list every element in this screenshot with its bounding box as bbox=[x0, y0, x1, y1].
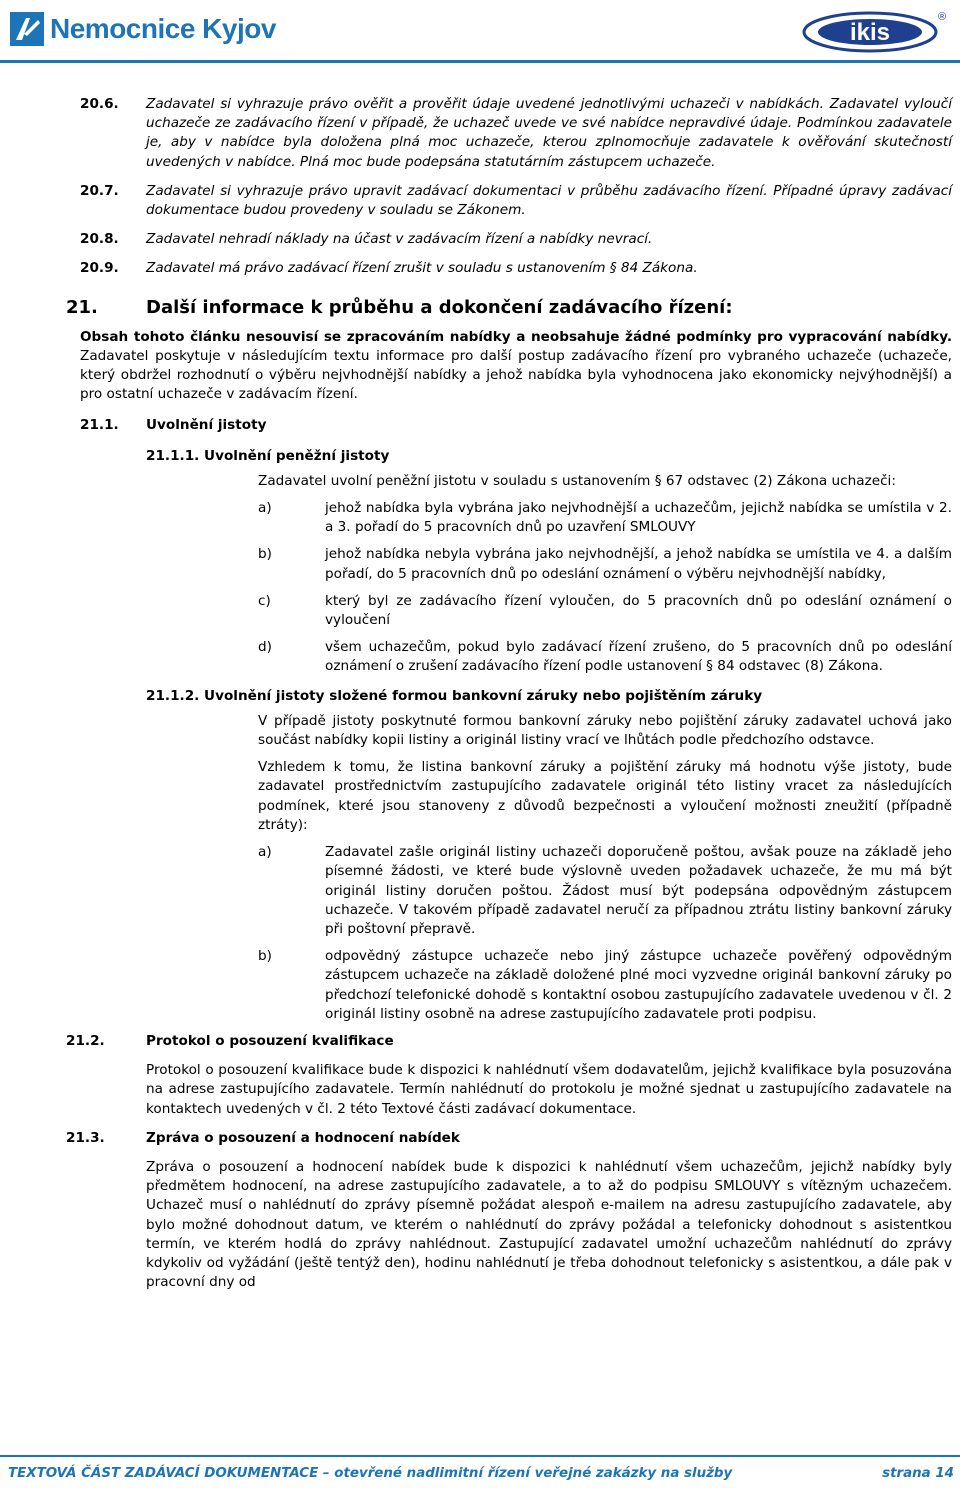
paragraph: Vzhledem k tomu, že listina bankovní záruky a pojištění záruky má hodnotu výše jistoty, bude zadavatel prostřednictvím zastupujícího zadavatele originál této listiny vracet za následujících podmínek, které jsou stanoveny z důvodů bezpečnosti a vyloučení možnosti zneužití (případně ztráty): bbox=[258, 759, 952, 833]
list-marker: a) bbox=[258, 844, 272, 861]
section-number: 21. bbox=[66, 296, 98, 318]
section-21-1-2-heading: 21.1.2. Uvolnění jistoty složené formou bankovní záruky nebo pojištěním záruky bbox=[146, 687, 763, 704]
list-marker: d) bbox=[258, 639, 272, 656]
logo-text: Nemocnice Kyjov bbox=[50, 13, 276, 44]
list-text: všem uchazečům, pokud bylo zadávací řízení zrušeno, do 5 pracovních dnů po odeslání oznámení o zrušení zadávacího řízení podle ustanovení § 84 odstavec (8) Zákona. bbox=[325, 639, 952, 675]
section-21-heading bbox=[66, 296, 938, 320]
list-marker: b) bbox=[258, 546, 272, 563]
section-21-2-heading bbox=[66, 1032, 938, 1051]
ikis-logo-icon bbox=[800, 6, 950, 54]
section-number: 20.8. bbox=[80, 231, 119, 248]
list-item bbox=[258, 592, 952, 630]
list-item bbox=[258, 843, 952, 939]
paragraph: V případě jistoty poskytnuté formou bankovní záruky nebo pojištění záruky zadavatel uchová jako součást nabídky kopii listiny a originál listiny vrací ve lhůtách podle předchozího odstavce. bbox=[258, 712, 952, 749]
list-item bbox=[258, 638, 952, 676]
list-text: jehož nabídka nebyla vybrána jako nejvhodnější, a jehož nabídka se umístila ve 4. a dalším pořadí, do 5 pracovních dnů po odeslání oznámení o výběru nejvhodnější nabídky, bbox=[325, 546, 952, 582]
ikis-logo bbox=[800, 6, 950, 60]
list-item bbox=[258, 499, 952, 537]
footer-document-title bbox=[8, 1464, 732, 1483]
page-header bbox=[0, 0, 960, 60]
section-title: Zpráva o posouzení a hodnocení nabídek bbox=[146, 1129, 460, 1146]
section-text: Zadavatel si vyhrazuje právo ověřit a prověřit údaje uvedené jednotlivými uchazeči v nabídkách. Zadavatel vyloučí uchazeče ze zadávacího řízení v případě, že uchazeč uvede ve své nabídce nepravdivé údaje. Podmínkou zadavatele je, aby v nabídce byla doložena plná moc uchazeče, kterou zplnomocňuje zadavatele k ověřování skutečností uvedených v nabídce. Plná moc bude podepsána statutárním zástupcem uchazeče. bbox=[146, 96, 952, 170]
intro-bold: Obsah tohoto článku nesouvisí se zpracováním nabídky a neobsahuje žádné podmínky pro vypracování nabídky. bbox=[80, 328, 952, 345]
list-text: který byl ze zadávacího řízení vyloučen, do 5 pracovních dnů po odeslání oznámení o vyloučení bbox=[325, 592, 952, 629]
hospital-logo-icon bbox=[10, 12, 44, 46]
section-number: 20.9. bbox=[80, 260, 119, 277]
section-21-1-1-heading: 21.1.1. Uvolnění peněžní jistoty bbox=[146, 447, 390, 464]
footer-title-b: otevřené nadlimitní řízení veřejné zakázky na služby bbox=[334, 1466, 733, 1481]
section-text: Zadavatel nehradí náklady na účast v zadávacím řízení a nabídky nevrací. bbox=[146, 231, 653, 248]
section-text: Zadavatel si vyhrazuje právo upravit zadávací dokumentaci v průběhu zadávacího řízení. Případné úpravy zadávací dokumentace budou provedeny v souladu se Zákonem. bbox=[146, 182, 952, 219]
section-20-6 bbox=[80, 95, 952, 172]
list-text: Zadavatel zašle originál listiny uchazeči doporučeně poštou, avšak pouze na základě jeho písemné žádosti, ve které bude výslovně uveden požadavek uchazeče, že mu má být originál listiny doručen poštou. Žádost musí být podepsána odpovědným zástupcem uchazeče. V takovém případě zadavatel neručí za případnou ztrátu listiny bankovní záruky při poštovní přepravě. bbox=[325, 844, 952, 937]
intro-text: Zadavatel poskytuje v následujícím textu informace pro další postup zadávacího řízení pro vybraného uchazeče (uchazeče, který obdržel rozhodnutí o výběru nejvhodnější nabídky a jehož nabídka byla vyhodnocena jako ekonomicky nejvýhodnější) a pro ostatní uchazeče v zadávacím řízení. bbox=[80, 347, 952, 403]
section-21-3-heading bbox=[66, 1129, 938, 1148]
list-item bbox=[258, 545, 952, 583]
section-21-intro bbox=[80, 328, 952, 405]
ikis-logo-text: ikis bbox=[849, 19, 891, 46]
section-number: 21.3. bbox=[66, 1129, 105, 1146]
list-marker: c) bbox=[258, 592, 271, 609]
page-footer bbox=[8, 1464, 954, 1483]
footer-dash: – bbox=[318, 1466, 335, 1481]
section-20-8 bbox=[80, 230, 952, 249]
paragraph: Zadavatel uvolní peněžní jistotu v souladu s ustanovením § 67 odstavec (2) Zákona uchazeči: bbox=[258, 472, 896, 489]
section-title: Další informace k průběhu a dokončení zadávacího řízení: bbox=[146, 296, 733, 318]
section-number: 21.1. bbox=[80, 417, 119, 434]
section-20-9 bbox=[80, 259, 952, 278]
section-20-7 bbox=[80, 182, 952, 220]
list-text: jehož nabídka byla vybrána jako nejvhodnější a uchazečům, jejichž nabídka se umístila v 2. a 3. pořadí do 5 pracovních dnů po uzavření SMLOUVY bbox=[325, 500, 952, 536]
header-divider bbox=[0, 60, 960, 63]
section-21-1-2-body bbox=[258, 712, 952, 1024]
ikis-registered-mark: ® bbox=[937, 11, 947, 23]
nemocnice-kyjov-logo bbox=[10, 12, 276, 46]
section-title: Uvolnění jistoty bbox=[146, 417, 267, 434]
list-marker: a) bbox=[258, 500, 272, 517]
list-item bbox=[258, 947, 952, 1024]
section-21-1-1-body bbox=[258, 472, 952, 677]
section-number: 20.6. bbox=[80, 96, 119, 112]
section-title: Protokol o posouzení kvalifikace bbox=[146, 1032, 394, 1049]
document-body bbox=[66, 95, 952, 1292]
footer-title-a: TEXTOVÁ ČÁST ZADÁVACÍ DOKUMENTACE bbox=[8, 1466, 319, 1481]
section-text: Zadavatel má právo zadávací řízení zrušit v souladu s ustanovením § 84 Zákona. bbox=[146, 260, 698, 277]
footer-divider bbox=[0, 1455, 960, 1457]
list-text: odpovědný zástupce uchazeče nebo jiný zástupce uchazeče pověřený odpovědným zástupcem uchazeče na základě doložené plné moci vyzvedne originál bankovní záruky po předchozí telefonické dohodě s kontaktní osobou zastupujícího zadavatele uvedenou v čl. 2 originál listiny osobně na adrese zastupujícího zadavatele proti podpisu. bbox=[325, 948, 952, 1022]
footer-page-number: strana 14 bbox=[882, 1466, 954, 1481]
list-marker: b) bbox=[258, 948, 272, 965]
section-number: 21.2. bbox=[66, 1032, 105, 1049]
section-21-2-text: Protokol o posouzení kvalifikace bude k dispozici k nahlédnutí všem dodavatelům, jejichž kvalifikace byla posuzována na adrese zastupujícího zadavatele. Termín nahlédnutí do protokolu je možné sjednat u zastupujícího zadavatele na kontaktech uvedených v čl. 2 této Textové části zadávací dokumentace. bbox=[146, 1062, 952, 1117]
section-number: 20.7. bbox=[80, 182, 119, 199]
section-21-1-heading bbox=[80, 416, 952, 435]
section-21-3-text: Zpráva o posouzení a hodnocení nabídek bude k dispozici k nahlédnutí všem uchazečům, jejichž nabídky byly předmětem hodnocení, na adrese zastupujícího zadavatele, a to až do podpisu SMLOUVY s vítězným uchazečem. Uchazeč musí o nahlédnutí do zprávy písemně požádat alespoň e-mailem na adresu zastupujícího zadavatele, aby bylo možné dohodnout datum, ve kterém o nahlédnutí do zprávy požádal a telefonicky dohodnout s asistentkou termín, ve kterém hodlá do zprávy nahlédnout. Zastupující zadavatel umožní uchazečům nahlédnutí do zprávy kdykoliv od vyžádání (ještě tentýž den), hodinu nahlédnutí je třeba dohodnout telefonicky s asistentkou, a dále pak v pracovní dny od bbox=[146, 1158, 952, 1291]
